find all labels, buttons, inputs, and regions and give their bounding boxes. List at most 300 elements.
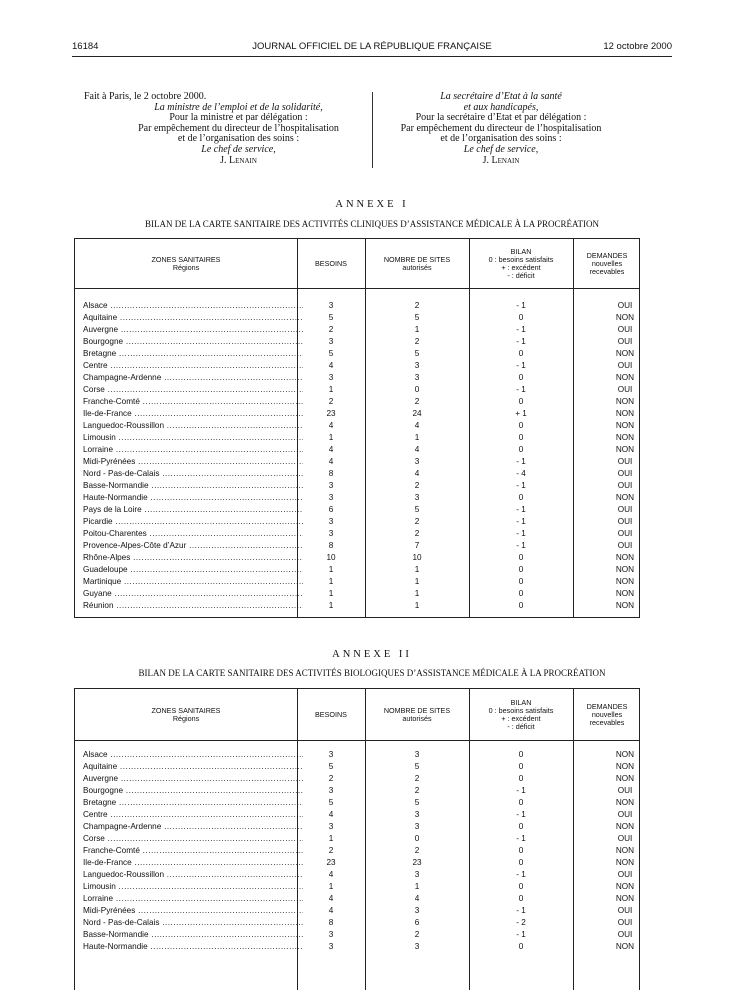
- besoins-value: 4: [328, 445, 334, 454]
- besoins-value: 6: [328, 505, 334, 514]
- sites-value: 24: [412, 409, 422, 418]
- sites-value: 2: [414, 337, 420, 346]
- region-name: Pays de la Loire .....: [83, 505, 303, 514]
- besoins-value: 2: [328, 846, 334, 855]
- sites-value: 5: [414, 505, 420, 514]
- bilan-value: - 1: [516, 505, 526, 514]
- besoins-value: 5: [328, 349, 334, 358]
- bilan-value: 0: [518, 846, 524, 855]
- demandes-value: NON: [615, 894, 635, 903]
- sites-value: 2: [414, 517, 420, 526]
- bilan-value: - 1: [516, 834, 526, 843]
- bilan-value: - 1: [516, 325, 526, 334]
- bilan-value: - 1: [516, 457, 526, 466]
- demandes-value: OUI: [617, 361, 633, 370]
- besoins-value: 23: [326, 858, 336, 867]
- demandes-value: OUI: [617, 457, 633, 466]
- bilan-value: - 1: [516, 337, 526, 346]
- sites-value: 2: [414, 301, 420, 310]
- header-bilan-plus: + : excédent: [501, 263, 541, 272]
- sites-value: 2: [414, 846, 420, 855]
- impediment-left-1: Par empêchement du directeur de l’hospitalisation: [138, 122, 339, 134]
- demandes-value: NON: [615, 493, 635, 502]
- region-name: Languedoc-Roussillon .....: [83, 870, 303, 879]
- bilan-value: - 2: [516, 918, 526, 927]
- sites-value: 1: [414, 601, 420, 610]
- sites-value: 2: [414, 481, 420, 490]
- besoins-value: 1: [328, 433, 334, 442]
- demandes-value: OUI: [617, 930, 633, 939]
- table-row: [75, 541, 639, 553]
- demandes-value: NON: [615, 421, 635, 430]
- annex1-title: ANNEXE I: [335, 199, 409, 210]
- besoins-value: 8: [328, 918, 334, 927]
- bilan-value: 0: [518, 433, 524, 442]
- besoins-value: 1: [328, 834, 334, 843]
- sites-value: 1: [414, 882, 420, 891]
- table-row: [75, 798, 639, 810]
- region-name: Auvergne .....: [83, 774, 303, 783]
- besoins-value: 1: [328, 565, 334, 574]
- signatory-right: J. Lenain: [482, 154, 520, 166]
- region-name: Picardie .....: [83, 517, 303, 526]
- region-name: Corse .....: [83, 385, 303, 394]
- header-demandes-sub2: recevables: [589, 267, 625, 276]
- region-name: Nord - Pas-de-Calais .....: [83, 918, 303, 927]
- sites-value: 1: [414, 325, 420, 334]
- besoins-value: 5: [328, 762, 334, 771]
- sites-value: 2: [414, 786, 420, 795]
- table-row: [75, 529, 639, 541]
- region-name: Provence-Alpes-Côte d’Azur .....: [83, 541, 303, 550]
- table-row: [75, 385, 639, 397]
- demandes-value: NON: [615, 846, 635, 855]
- demandes-value: NON: [615, 553, 635, 562]
- table-row: [75, 493, 639, 505]
- annex2-title: ANNEXE II: [332, 649, 412, 660]
- demandes-value: OUI: [617, 870, 633, 879]
- table-row: [75, 942, 639, 954]
- bilan-value: 0: [518, 565, 524, 574]
- bilan-value: 0: [518, 882, 524, 891]
- demandes-value: NON: [615, 409, 635, 418]
- sites-value: 1: [414, 589, 420, 598]
- bilan-value: - 1: [516, 810, 526, 819]
- region-name: Centre .....: [83, 810, 303, 819]
- sites-value: 1: [414, 565, 420, 574]
- header-besoins: [297, 239, 365, 289]
- demandes-value: OUI: [617, 810, 633, 819]
- table-row: [75, 834, 639, 846]
- region-name: Poitou-Charentes .....: [83, 529, 303, 538]
- besoins-value: 3: [328, 301, 334, 310]
- bilan-value: 0: [518, 373, 524, 382]
- table-row: [75, 481, 639, 493]
- region-name: Auvergne .....: [83, 325, 303, 334]
- table-row: [75, 313, 639, 325]
- demandes-value: NON: [615, 774, 635, 783]
- bilan-value: - 1: [516, 786, 526, 795]
- table-row: [75, 469, 639, 481]
- running-head: [72, 41, 672, 55]
- sites-value: 2: [414, 930, 420, 939]
- header-sites-sub: autorisés: [402, 714, 432, 723]
- bilan-value: - 1: [516, 930, 526, 939]
- bilan-value: 0: [518, 493, 524, 502]
- bilan-value: - 1: [516, 385, 526, 394]
- besoins-value: 3: [328, 373, 334, 382]
- besoins-value: 1: [328, 589, 334, 598]
- demandes-value: OUI: [617, 325, 633, 334]
- besoins-value: 4: [328, 361, 334, 370]
- header-demandes-sub2: recevables: [589, 718, 625, 727]
- impediment-right-1: Par empêchement du directeur de l’hospitalisation: [400, 122, 602, 134]
- sites-value: 2: [414, 529, 420, 538]
- sites-value: 10: [412, 553, 422, 562]
- demandes-value: OUI: [617, 918, 633, 927]
- region-name: Guadeloupe .....: [83, 565, 303, 574]
- header-demandes-label: DEMANDES: [586, 702, 628, 711]
- besoins-value: 1: [328, 601, 334, 610]
- besoins-value: 3: [328, 822, 334, 831]
- demandes-value: OUI: [617, 517, 633, 526]
- table-row: [75, 601, 639, 613]
- demandes-value: NON: [615, 601, 635, 610]
- bilan-value: 0: [518, 445, 524, 454]
- bilan-value: 0: [518, 822, 524, 831]
- annex2-subtitle: BILAN DE LA CARTE SANITAIRE DES ACTIVITÉS BIOLOGIQUES D’ASSISTANCE MÉDICALE À LA PROCRÉATION: [138, 668, 606, 678]
- sites-value: 3: [414, 457, 420, 466]
- sites-value: 5: [414, 313, 420, 322]
- besoins-value: 3: [328, 750, 334, 759]
- table-row: [75, 589, 639, 601]
- demandes-value: NON: [615, 397, 635, 406]
- demandes-value: NON: [615, 822, 635, 831]
- besoins-value: 8: [328, 541, 334, 550]
- demandes-value: OUI: [617, 469, 633, 478]
- demandes-value: OUI: [617, 529, 633, 538]
- sites-value: 4: [414, 421, 420, 430]
- table-row: [75, 409, 639, 421]
- demandes-value: NON: [615, 882, 635, 891]
- bilan-value: - 1: [516, 361, 526, 370]
- minister-right-2: et aux handicapés,: [463, 101, 539, 113]
- besoins-value: 2: [328, 325, 334, 334]
- table-row: [75, 301, 639, 313]
- demandes-value: NON: [615, 858, 635, 867]
- header-bilan-label: BILAN: [510, 698, 532, 707]
- besoins-value: 3: [328, 481, 334, 490]
- region-name: Martinique .....: [83, 577, 303, 586]
- header-demandes: [573, 239, 641, 289]
- besoins-value: 4: [328, 906, 334, 915]
- table-row: [75, 774, 639, 786]
- besoins-value: 3: [328, 337, 334, 346]
- region-name: Haute-Normandie .....: [83, 493, 303, 502]
- bilan-value: 0: [518, 774, 524, 783]
- page-number: 16184: [72, 41, 99, 52]
- journal-title: JOURNAL OFFICIEL DE LA RÉPUBLIQUE FRANÇAISE: [252, 41, 492, 52]
- besoins-value: 2: [328, 397, 334, 406]
- demandes-value: OUI: [617, 337, 633, 346]
- header-sites-label: NOMBRE DE SITES: [383, 255, 451, 264]
- table-row: [75, 505, 639, 517]
- besoins-value: 2: [328, 774, 334, 783]
- demandes-value: NON: [615, 750, 635, 759]
- place-date: Fait à Paris, le 2 octobre 2000.: [84, 91, 207, 102]
- demandes-value: OUI: [617, 786, 633, 795]
- sites-value: 3: [414, 906, 420, 915]
- sites-value: 5: [414, 762, 420, 771]
- besoins-value: 1: [328, 882, 334, 891]
- bilan-value: - 1: [516, 481, 526, 490]
- besoins-value: 4: [328, 810, 334, 819]
- besoins-value: 3: [328, 529, 334, 538]
- region-name: Midi-Pyrénées .....: [83, 457, 303, 466]
- table-row: [75, 337, 639, 349]
- region-name: Alsace .....: [83, 750, 303, 759]
- region-name: Ile-de-France .....: [83, 858, 303, 867]
- besoins-value: 3: [328, 942, 334, 951]
- table-row: [75, 846, 639, 858]
- header-zones-label: ZONES SANITAIRES: [151, 255, 221, 264]
- header-demandes-label: DEMANDES: [586, 251, 628, 260]
- header-bilan-minus: - : déficit: [507, 722, 535, 731]
- table-row: [75, 421, 639, 433]
- region-name: Basse-Normandie .....: [83, 930, 303, 939]
- table-row: [75, 445, 639, 457]
- header-regions-label: Régions: [172, 263, 200, 272]
- bilan-value: 0: [518, 798, 524, 807]
- besoins-value: 5: [328, 313, 334, 322]
- sites-value: 3: [414, 373, 420, 382]
- region-name: Champagne-Ardenne .....: [83, 822, 303, 831]
- signature-divider: [372, 92, 373, 168]
- sites-value: 5: [414, 798, 420, 807]
- bilan-value: 0: [518, 553, 524, 562]
- header-demandes-sub1: nouvelles: [591, 710, 623, 719]
- table-row: [75, 373, 639, 385]
- signature-right: [380, 92, 622, 166]
- header-sites: [365, 239, 469, 289]
- table-row: [75, 565, 639, 577]
- table-row: [75, 786, 639, 798]
- besoins-value: 4: [328, 870, 334, 879]
- region-name: Languedoc-Roussillon .....: [83, 421, 303, 430]
- delegation-left: Pour la ministre et par délégation :: [169, 112, 308, 124]
- region-name: Bretagne .....: [83, 798, 303, 807]
- header-bilan-zero: 0 : besoins satisfaits: [488, 255, 554, 264]
- besoins-value: 10: [326, 553, 336, 562]
- demandes-value: NON: [615, 577, 635, 586]
- demandes-value: OUI: [617, 906, 633, 915]
- header-besoins-label: BESOINS: [315, 259, 347, 268]
- demandes-value: NON: [615, 349, 635, 358]
- table-row: [75, 894, 639, 906]
- header-demandes: [573, 689, 641, 741]
- bilan-value: - 1: [516, 870, 526, 879]
- header-besoins-label: BESOINS: [315, 710, 347, 719]
- demandes-value: OUI: [617, 505, 633, 514]
- region-name: Nord - Pas-de-Calais .....: [83, 469, 303, 478]
- header-demandes-sub1: nouvelles: [591, 259, 623, 268]
- header-bilan: [469, 689, 573, 741]
- bilan-value: 0: [518, 894, 524, 903]
- demandes-value: OUI: [617, 481, 633, 490]
- header-besoins: [297, 689, 365, 741]
- sites-value: 1: [414, 433, 420, 442]
- region-name: Franche-Comté .....: [83, 846, 303, 855]
- table-row: [75, 918, 639, 930]
- region-name: Aquitaine .....: [83, 313, 303, 322]
- table-row: [75, 870, 639, 882]
- demandes-value: NON: [615, 762, 635, 771]
- demandes-value: OUI: [617, 385, 633, 394]
- signatory-left: J. Lenain: [220, 154, 257, 166]
- bilan-value: 0: [518, 421, 524, 430]
- table-row: [75, 433, 639, 445]
- table-row: [75, 762, 639, 774]
- sites-value: 2: [414, 397, 420, 406]
- sites-value: 7: [414, 541, 420, 550]
- region-name: Lorraine .....: [83, 445, 303, 454]
- header-bilan: [469, 239, 573, 289]
- sites-value: 4: [414, 469, 420, 478]
- table-row: [75, 517, 639, 529]
- bilan-value: - 1: [516, 529, 526, 538]
- sites-value: 4: [414, 445, 420, 454]
- sites-value: 3: [414, 361, 420, 370]
- sites-value: 3: [414, 870, 420, 879]
- demandes-value: NON: [615, 942, 635, 951]
- header-bilan-label: BILAN: [510, 247, 532, 256]
- table-row: [75, 882, 639, 894]
- region-name: Centre .....: [83, 361, 303, 370]
- demandes-value: NON: [615, 433, 635, 442]
- bilan-value: 0: [518, 313, 524, 322]
- sites-value: 3: [414, 810, 420, 819]
- table-row: [75, 810, 639, 822]
- table-row: [75, 930, 639, 942]
- bilan-value: 0: [518, 349, 524, 358]
- bilan-value: 0: [518, 858, 524, 867]
- bilan-value: + 1: [515, 409, 527, 418]
- region-name: Alsace .....: [83, 301, 303, 310]
- region-name: Champagne-Ardenne .....: [83, 373, 303, 382]
- demandes-value: NON: [615, 313, 635, 322]
- sites-value: 23: [412, 858, 422, 867]
- region-name: Rhône-Alpes .....: [83, 553, 303, 562]
- table-row: [75, 822, 639, 834]
- signature-left: [84, 92, 364, 166]
- table-header: [75, 689, 639, 741]
- sites-value: 0: [414, 385, 420, 394]
- region-name: Haute-Normandie .....: [83, 942, 303, 951]
- sites-value: 6: [414, 918, 420, 927]
- region-name: Lorraine .....: [83, 894, 303, 903]
- demandes-value: OUI: [617, 834, 633, 843]
- demandes-value: NON: [615, 445, 635, 454]
- impediment-right-2: et de l’organisation des soins :: [440, 133, 562, 145]
- demandes-value: NON: [615, 373, 635, 382]
- region-name: Bretagne .....: [83, 349, 303, 358]
- demandes-value: NON: [615, 589, 635, 598]
- region-name: Limousin .....: [83, 882, 303, 891]
- besoins-value: 23: [326, 409, 336, 418]
- region-name: Franche-Comté .....: [83, 397, 303, 406]
- besoins-value: 3: [328, 517, 334, 526]
- region-name: Ile-de-France .....: [83, 409, 303, 418]
- header-zones: [75, 689, 297, 741]
- header-regions-label: Régions: [172, 714, 200, 723]
- demandes-value: NON: [615, 798, 635, 807]
- header-rule: [72, 56, 672, 57]
- bilan-value: - 4: [516, 469, 526, 478]
- region-name: Guyane .....: [83, 589, 303, 598]
- role-right: Le chef de service,: [463, 143, 539, 155]
- delegation-right: Pour la secrétaire d’Etat et par délégation :: [415, 112, 587, 124]
- bilan-value: - 1: [516, 541, 526, 550]
- table-row: [75, 397, 639, 409]
- region-name: Midi-Pyrénées .....: [83, 906, 303, 915]
- bilan-value: 0: [518, 589, 524, 598]
- region-name: Réunion .....: [83, 601, 303, 610]
- sites-value: 3: [414, 942, 420, 951]
- besoins-value: 5: [328, 798, 334, 807]
- sites-value: 2: [414, 774, 420, 783]
- minister-right-1: La secrétaire d’Etat à la santé: [440, 91, 562, 102]
- region-name: Limousin .....: [83, 433, 303, 442]
- table-row: [75, 577, 639, 589]
- besoins-value: 4: [328, 894, 334, 903]
- header-zones-label: ZONES SANITAIRES: [151, 706, 221, 715]
- table-row: [75, 325, 639, 337]
- region-name: Basse-Normandie .....: [83, 481, 303, 490]
- table-row: [75, 349, 639, 361]
- region-name: Aquitaine .....: [83, 762, 303, 771]
- table-row: [75, 457, 639, 469]
- table-header: [75, 239, 639, 289]
- header-bilan-zero: 0 : besoins satisfaits: [488, 706, 554, 715]
- role-left: Le chef de service,: [201, 143, 276, 155]
- sites-value: 0: [414, 834, 420, 843]
- besoins-value: 1: [328, 385, 334, 394]
- sites-value: 3: [414, 822, 420, 831]
- bilan-value: 0: [518, 762, 524, 771]
- table-row: [75, 553, 639, 565]
- table-row: [75, 906, 639, 918]
- header-sites: [365, 689, 469, 741]
- demandes-value: OUI: [617, 301, 633, 310]
- besoins-value: 1: [328, 577, 334, 586]
- sites-value: 5: [414, 349, 420, 358]
- besoins-value: 3: [328, 786, 334, 795]
- demandes-value: NON: [615, 565, 635, 574]
- bilan-value: 0: [518, 577, 524, 586]
- table-row: [75, 361, 639, 373]
- impediment-left-2: et de l’organisation des soins :: [177, 133, 300, 145]
- bilan-value: 0: [518, 942, 524, 951]
- besoins-value: 3: [328, 930, 334, 939]
- header-bilan-plus: + : excédent: [501, 714, 541, 723]
- besoins-value: 4: [328, 457, 334, 466]
- bilan-value: 0: [518, 397, 524, 406]
- bilan-value: - 1: [516, 906, 526, 915]
- issue-date: 12 octobre 2000: [603, 41, 672, 52]
- bilan-value: 0: [518, 601, 524, 610]
- annex1-subtitle: BILAN DE LA CARTE SANITAIRE DES ACTIVITÉS CLINIQUES D’ASSISTANCE MÉDICALE À LA PROCRÉATION: [144, 219, 599, 229]
- sites-value: 3: [414, 750, 420, 759]
